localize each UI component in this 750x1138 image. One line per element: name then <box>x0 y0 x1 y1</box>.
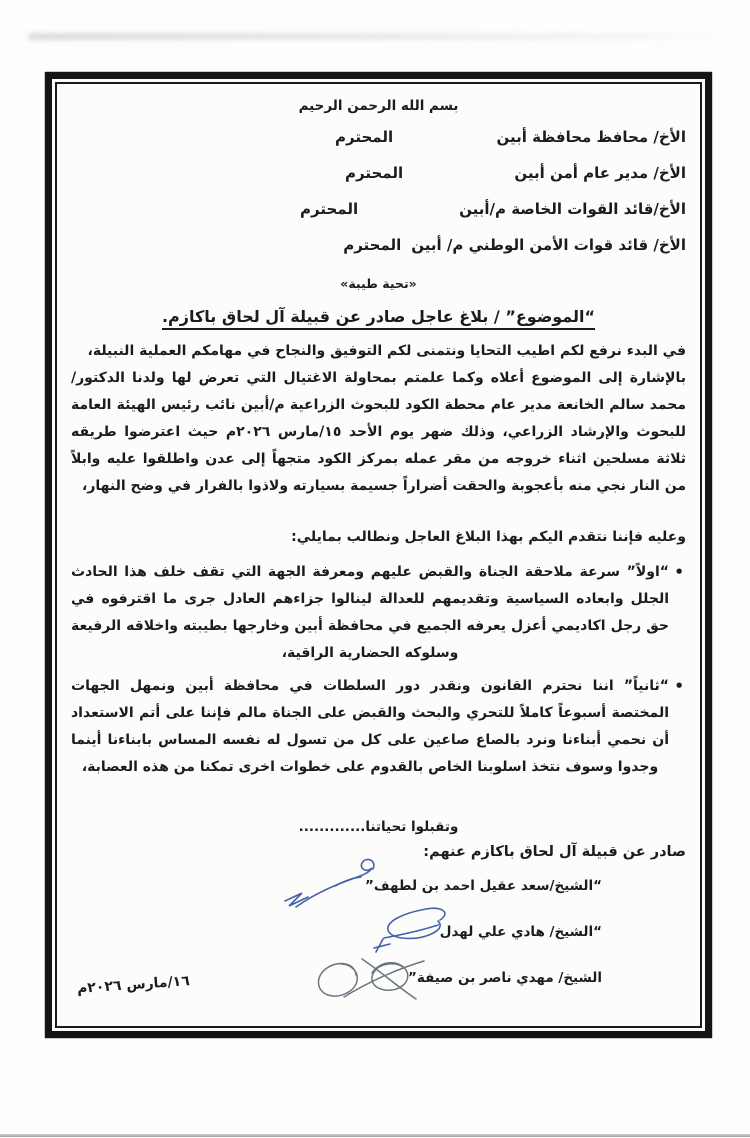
signatory-row <box>111 863 686 909</box>
demand-intro-line: وعليه فإننا نتقدم اليكم بهذا البلاغ العاجل ونطالب بمايلي: <box>291 529 686 545</box>
addressee-title: الأخ/ محافظ محافظة أبين <box>496 128 686 146</box>
signatory-name: “الشيخ/ هادي علي لهدل <box>439 924 602 940</box>
addressee-title: الأخ/قائد القوات الخاصة م/أبين <box>459 200 686 218</box>
addressee-honorific: المحترم <box>343 236 402 254</box>
addressee-row <box>335 128 686 164</box>
body-paragraph: بالإشارة إلى الموضوع أعلاه وكما علمتم بمحاولة الاغتيال التي تعرض لها ولدنا الدكتور/ محمد سالم الخانعة مدير عام محطة الكود للبحوث الزراعية م/أبين نائب رئيس الهيئة العامة للبحوث والإرشاد الزراعي، وذلك ضهر يوم الأحد ١٥/مارس ٢٠٢٦م حيث اعترضوا طريقه ثلاثة مسلحين اثناء خروجه من مقر عمله بمركز الكود متجهاً إلى عدن واطلقوا عليه وابلاً من النار نجي منه بأعجوبة والحقت أضراراً جسيمة بسيارته ولاذوا بالفرار في وضح النهار، <box>71 370 686 494</box>
letter-body-area <box>55 82 702 1028</box>
subject-line: “الموضوع” / بلاغ عاجل صادر عن قبيلة آل لحاق باكازم. <box>161 307 596 326</box>
demand-list <box>71 559 684 781</box>
demand-item-first: • “اولاً” سرعة ملاحقة الجناة والقبض عليهم ومعرفة الجهة التي تقف خلف هذا الحادث الجلل وابعاده السياسية وتقديمهم للعدالة لينالوا جزاءهم العادل جرى ما اقترفوه في حق رجل اكاديمي أعزل يعرفه الجميع في محافظة أبين وخارجها بطيبته واخلاقه الرفيعة وسلوكه الحضارية الراقية، <box>71 559 684 667</box>
signatory-row <box>111 955 686 1001</box>
bismillah-header: بسم الله الرحمن الرحيم <box>298 98 459 114</box>
signatory-name: الشيخ/ مهدي ناصر بن صيفة” <box>408 970 602 986</box>
addressee-honorific: المحترم <box>335 128 394 146</box>
addressee-list <box>71 128 686 272</box>
greeting-line: «تحية طيبة» <box>340 276 417 291</box>
signatory-name: “الشيخ/سعد عقيل احمد بن لطهف” <box>365 878 602 894</box>
closing-block <box>71 819 686 1001</box>
date-line: ١٦/مارس ٢٠٢٦م <box>76 973 191 997</box>
addressee-title: الأخ/ قائد قوات الأمن الوطني م/ أبين <box>411 236 686 254</box>
addressee-honorific: المحترم <box>345 164 404 182</box>
addressee-row <box>343 236 686 272</box>
scan-edge-artifact <box>0 1134 750 1137</box>
addressee-row <box>300 200 686 236</box>
scan-smudge-artifact <box>28 33 716 40</box>
document-border-frame <box>45 72 712 1038</box>
addressee-title: الأخ/ مدير عام أمن أبين <box>514 164 686 182</box>
demand-item-second: • “ثانياً” اننا نحترم القانون ونقدر دور السلطات في محافظة أبين ونمهل الجهات المختصة أسبوعاً كاملاً للتحري والبحث والقبض على الجناة مالم فإننا على أتم الاستعداد أن نحمي أبناءنا ونرد بالصاع صاعين على كل من تسول له نفسه المساس بابناءنا أينما وجدوا وسوف نتخذ اسلوبنا الخاص بالقدوم على خطوات اخرى تمكنا من هذه العصابة، <box>71 673 684 781</box>
addressee-row <box>345 164 686 200</box>
closing-salutation: وتقبلوا تحياتنا............. <box>298 819 459 835</box>
intro-paragraph: في البدء نرفع لكم اطيب التحايا ونتمنى لكم التوفيق والنجاح في مهامكم العملية النبيلة، <box>87 343 686 359</box>
issued-by-line: صادر عن قبيلة آل لحاق باكازم عنهم: <box>423 844 686 860</box>
addressee-honorific: المحترم <box>300 200 359 218</box>
